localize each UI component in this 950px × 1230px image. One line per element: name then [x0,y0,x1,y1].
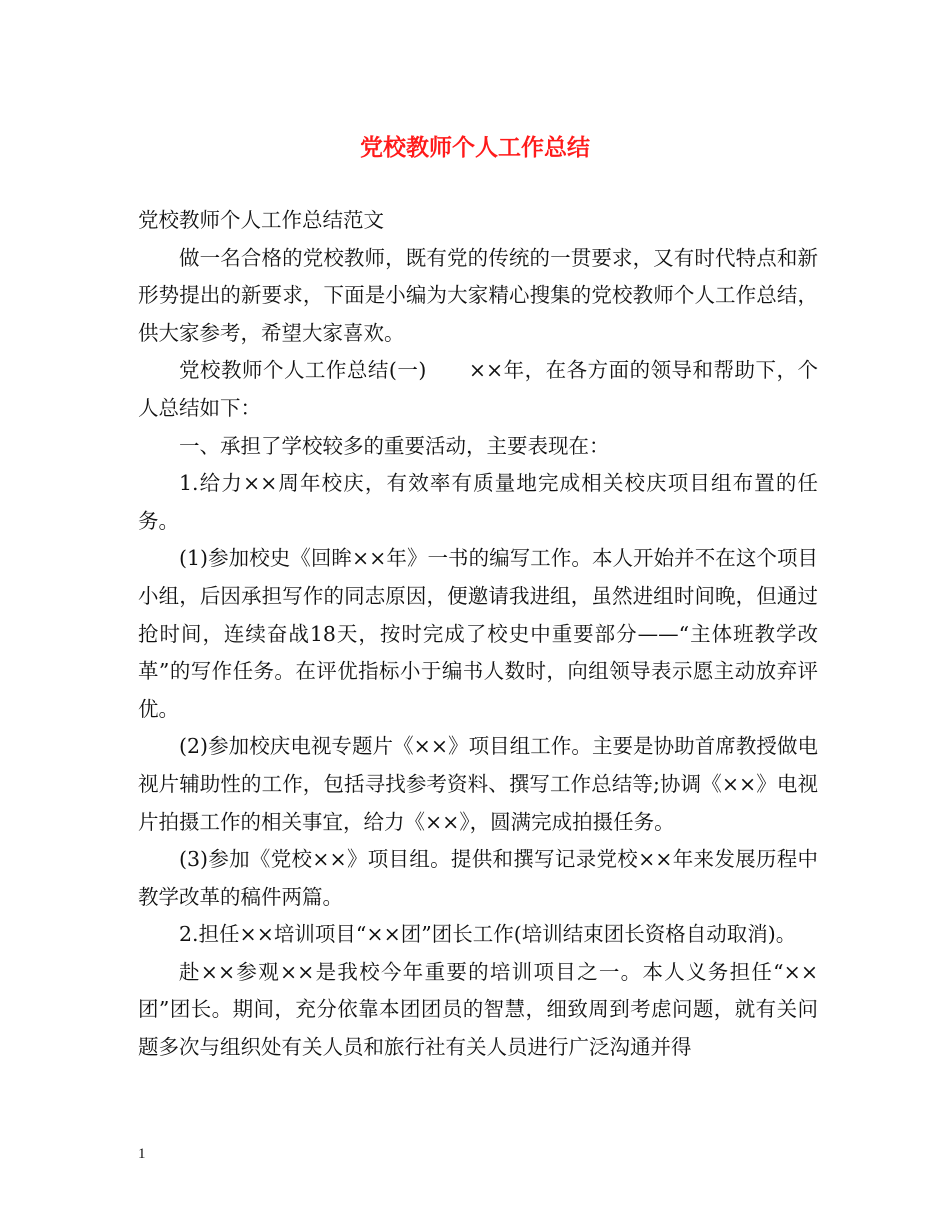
subitem-3-paragraph: (3)参加《党校××》项目组。提供和撰写记录党校××年来发展历程中教学改革的稿件两篇。 [138,847,818,909]
subitem-2-paragraph: (2)参加校庆电视专题片《××》项目组工作。主要是协助首席教授做电视片辅助性的工作，包括寻找参考资料、撰写工作总结等;协调《××》电视片拍摄工作的相关事宜，给力《××》，圆满完成拍摄任务。 [138,734,818,834]
document-title: 党校教师个人工作总结 [360,134,590,161]
subtitle-paragraph: 党校教师个人工作总结范文 [138,208,384,232]
page-number: 1 [138,1146,146,1162]
item-1-paragraph: 1.给力××周年校庆，有效率有质量地完成相关校庆项目组布置的任务。 [138,471,818,533]
subitem-1-paragraph: (1)参加校史《回眸××年》一书的编写工作。本人开始并不在这个项目小组，后因承担写作的同志原因，便邀请我进组，虽然进组时间晚，但通过抢时间，连续奋战18天，按时完成了校史中重要部分——“主体班教学改革”的写作任务。在评优指标小于编书人数时，向组领导表示愿主动放弃评优。 [138,546,818,721]
document-body [138,202,818,1067]
item-2-paragraph: 2.担任××培训项目“××团”团长工作(培训结束团长资格自动取消)。 [179,922,797,947]
item-2-detail-paragraph: 赴××参观××是我校今年重要的培训项目之一。本人义务担任“××团”团长。期间，充分依靠本团团员的智慧，细致周到考虑问题，就有关问题多次与组织处有关人员和旅行社有关人员进行广泛沟通并得 [138,959,818,1060]
summary-heading-paragraph: 党校教师个人工作总结(一) ××年，在各方面的领导和帮助下，个人总结如下： [138,358,818,420]
section-heading-paragraph: 一、承担了学校较多的重要活动，主要表现在： [179,433,610,458]
intro-paragraph: 做一名合格的党校教师，既有党的传统的一贯要求，又有时代特点和新形势提出的新要求，下面是小编为大家精心搜集的党校教师个人工作总结，供大家参考，希望大家喜欢。 [138,245,818,345]
